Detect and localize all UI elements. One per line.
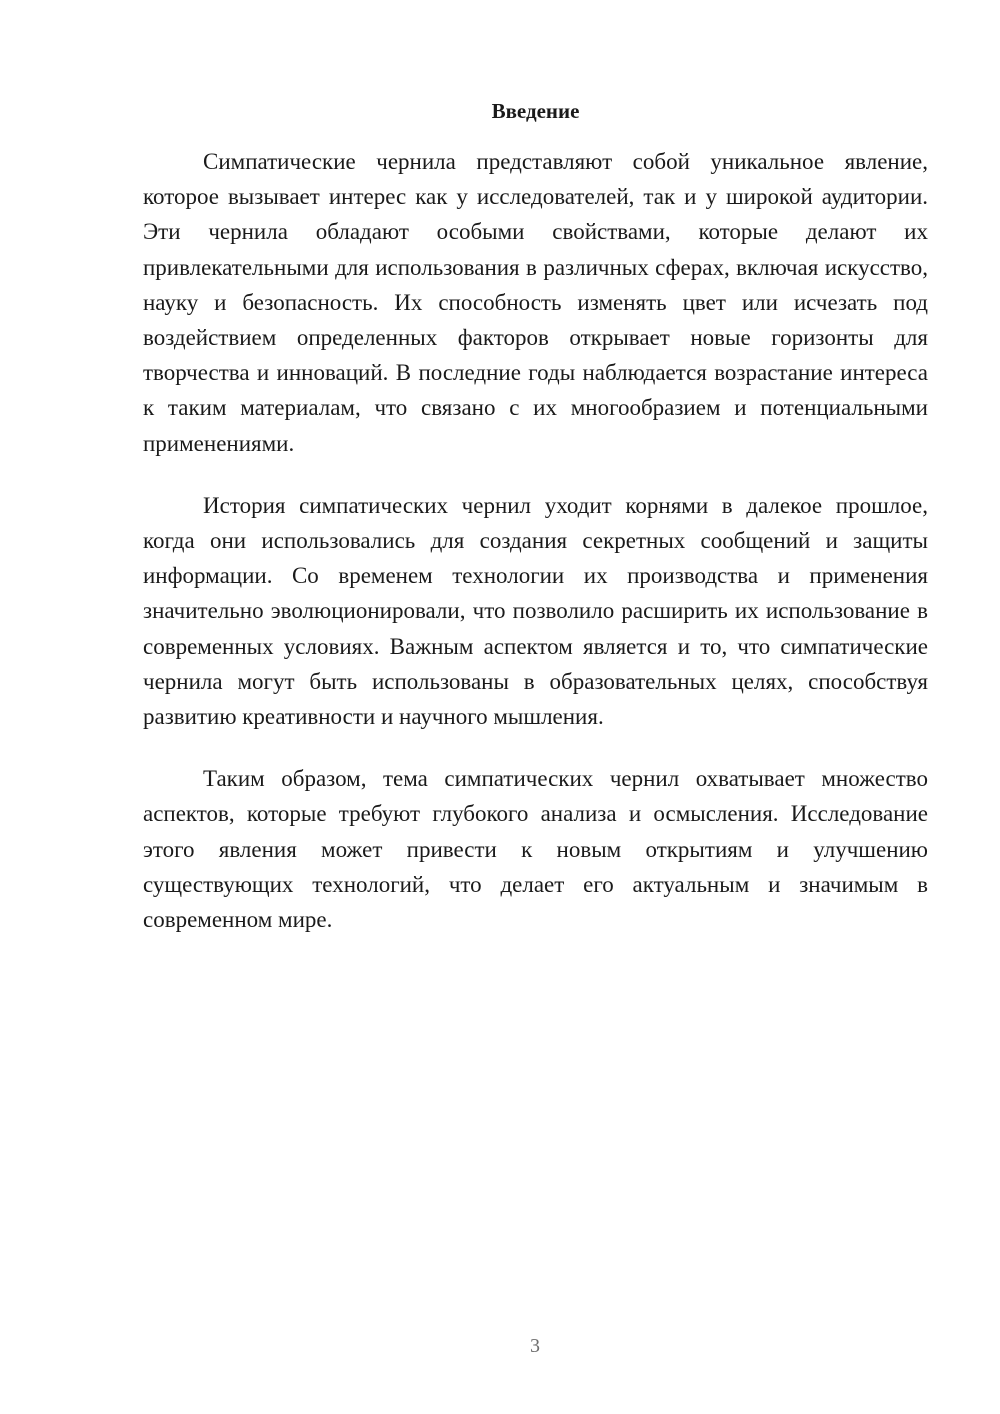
body-text <box>143 144 928 964</box>
paragraph-2: История симпатических чернил уходит корнями в далекое прошлое, когда они использовались для создания секретных сообщений и защиты информации. Со временем технологии их производства и применения значительно эволюционировали, что позволило расширить их использование в современных условиях. Важным аспектом является и то, что симпатические чернила могут быть использованы в образовательных целях, способствуя развитию креативности и научного мышления. <box>143 492 928 730</box>
page-number: 3 <box>530 1335 540 1357</box>
paragraph-3: Таким образом, тема симпатических чернил охватывает множество аспектов, которые требуют глубокого анализа и осмысления. Исследование этого явления может привести к новым открытиям и улучшению существующих технологий, что делает его актуальным и значимым в современном мире. <box>143 766 928 933</box>
section-heading: Введение <box>491 99 580 123</box>
paragraph-1: Симпатические чернила представляют собой уникальное явление, которое вызывает интерес как у исследователей, так и у широкой аудитории. Эти чернила обладают особыми свойствами, которые делают их привлекательными для использования в различных сферах, включая искусство, науку и безопасность. Их способность изменять цвет или исчезать под воздействием определенных факторов открывает новые горизонты для творчества и инноваций. В последние годы наблюдается возрастание интереса к таким материалам, что связано с их многообразием и потенциальными применениями. <box>143 149 928 456</box>
